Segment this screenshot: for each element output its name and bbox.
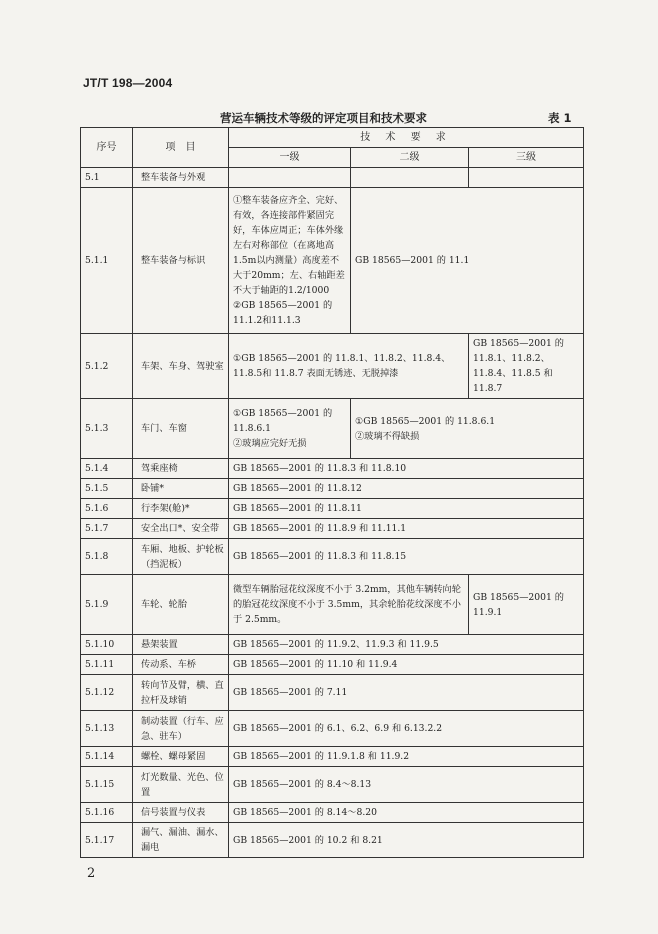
table-row	[81, 675, 584, 711]
header-grade3: 三级	[469, 148, 584, 168]
row-item: 整车装备与外观	[133, 168, 229, 188]
row-req: GB 18565—2001 的 11.9.1.8 和 11.9.2	[229, 747, 584, 767]
row-item: 车厢、地板、护轮板（挡泥板）	[133, 539, 229, 575]
row-req: GB 18565—2001 的 6.1、6.2、6.9 和 6.13.2.2	[229, 711, 584, 747]
table-row	[81, 711, 584, 747]
row-seq: 5.1.17	[81, 823, 133, 858]
row-item: 螺栓、螺母紧固	[133, 747, 229, 767]
row-item: 制动装置（行车、应急、驻车）	[133, 711, 229, 747]
table-row	[81, 655, 584, 675]
header-seq: 序号	[81, 128, 133, 168]
row-seq: 5.1.11	[81, 655, 133, 675]
row-seq: 5.1.16	[81, 803, 133, 823]
row-seq: 5.1	[81, 168, 133, 188]
header-tech: 技 术 要 求	[229, 128, 584, 148]
row-req: GB 18565—2001 的 7.11	[229, 675, 584, 711]
row-req: GB 18565—2001 的 11.8.3 和 11.8.15	[229, 539, 584, 575]
row-seq: 5.1.4	[81, 459, 133, 479]
row-seq: 5.1.1	[81, 188, 133, 334]
row-req: GB 18565—2001 的 11.8.11	[229, 499, 584, 519]
row-item: 灯光数量、光色、位置	[133, 767, 229, 803]
table-row	[81, 334, 584, 399]
row-item: 整车装备与标识	[133, 188, 229, 334]
page-number: 2	[87, 866, 96, 881]
row-seq: 5.1.12	[81, 675, 133, 711]
table-row	[81, 803, 584, 823]
table-row	[81, 499, 584, 519]
row-item: 行李架(舱)*	[133, 499, 229, 519]
row-seq: 5.1.13	[81, 711, 133, 747]
requirements-table	[80, 127, 584, 858]
row-grade3: GB 18565—2001 的11.8.1、11.8.2、11.8.4、11.8.5 和11.8.7	[469, 334, 584, 399]
row-req: GB 18565—2001 的 11.10 和 11.9.4	[229, 655, 584, 675]
req-text: ②GB 18565—2001 的11.1.2和11.1.3	[233, 300, 333, 326]
row-item: 车架、车身、驾驶室	[133, 334, 229, 399]
row-item: 驾乘座椅	[133, 459, 229, 479]
table-header-row	[81, 128, 584, 148]
table-row	[81, 823, 584, 858]
standard-code: JT/T 198—2004	[83, 76, 173, 90]
row-req: GB 18565—2001 的 11.9.2、11.9.3 和 11.9.5	[229, 635, 584, 655]
row-item: 转向节及臂，横、直拉杆及球销	[133, 675, 229, 711]
row-grade23	[351, 399, 584, 459]
req-text: ①GB 18565—2001 的 11.8.6.1	[355, 415, 496, 427]
row-item: 悬架装置	[133, 635, 229, 655]
req-text: ①GB 18565—2001 的11.8.6.1	[233, 408, 333, 434]
header-grade2: 二级	[351, 148, 469, 168]
row-grade1	[229, 399, 351, 459]
row-seq: 5.1.15	[81, 767, 133, 803]
row-item: 车轮、轮胎	[133, 575, 229, 635]
header-item: 项 目	[133, 128, 229, 168]
table-row	[81, 188, 584, 334]
row-grade12: ①GB 18565—2001 的 11.8.1、11.8.2、11.8.4、11.8.5和 11.8.7 表面无锈迹、无脱掉漆	[229, 334, 469, 399]
table-row	[81, 575, 584, 635]
header-grade1: 一级	[229, 148, 351, 168]
table-title: 营运车辆技术等级的评定项目和技术要求	[220, 111, 427, 125]
row-seq: 5.1.14	[81, 747, 133, 767]
row-seq: 5.1.5	[81, 479, 133, 499]
row-req: GB 18565—2001 的 8.14～8.20	[229, 803, 584, 823]
table-row	[81, 539, 584, 575]
row-item: 漏气、漏油、漏水、漏电	[133, 823, 229, 858]
row-req: GB 18565—2001 的 11.8.9 和 11.11.1	[229, 519, 584, 539]
table-row	[81, 479, 584, 499]
row-seq: 5.1.6	[81, 499, 133, 519]
req-text: ②玻璃应完好无损	[233, 438, 307, 449]
row-empty-1	[229, 168, 351, 188]
row-item: 卧铺*	[133, 479, 229, 499]
row-seq: 5.1.2	[81, 334, 133, 399]
table-row	[81, 459, 584, 479]
row-empty-2	[351, 168, 469, 188]
row-seq: 5.1.3	[81, 399, 133, 459]
row-req: GB 18565—2001 的 8.4～8.13	[229, 767, 584, 803]
row-req: GB 18565—2001 的 10.2 和 8.21	[229, 823, 584, 858]
row-grade1	[229, 188, 351, 334]
row-item: 安全出口*、安全带	[133, 519, 229, 539]
row-grade23: GB 18565—2001 的 11.1	[351, 188, 584, 334]
row-empty-3	[469, 168, 584, 188]
row-req: GB 18565—2001 的 11.8.12	[229, 479, 584, 499]
row-seq: 5.1.10	[81, 635, 133, 655]
row-seq: 5.1.7	[81, 519, 133, 539]
row-item: 车门、车窗	[133, 399, 229, 459]
row-item: 信号装置与仪表	[133, 803, 229, 823]
row-req: GB 18565—2001 的 11.8.3 和 11.8.10	[229, 459, 584, 479]
table-row	[81, 519, 584, 539]
row-grade3: GB 18565—2001 的11.9.1	[469, 575, 584, 635]
table-row	[81, 747, 584, 767]
row-item: 传动系、车桥	[133, 655, 229, 675]
table-row	[81, 767, 584, 803]
table-number: 表 1	[548, 111, 572, 125]
table-row	[81, 168, 584, 188]
row-grade12: 微型车辆胎冠花纹深度不小于 3.2mm，其他车辆转向轮的胎冠花纹深度不小于 3.5mm，其余轮胎花纹深度不小于 2.5mm。	[229, 575, 469, 635]
table-row	[81, 399, 584, 459]
row-seq: 5.1.9	[81, 575, 133, 635]
req-text: ②玻璃不得缺损	[355, 430, 420, 442]
req-text: ①整车装备应齐全、完好、有效，各连接部件紧固完好，车体应周正；车体外缘左右对称部位（在离地高1.5m以内测量）高度差不大于20mm；左、右轴距差不大于轴距的1.2/1000	[233, 195, 345, 296]
table-row	[81, 635, 584, 655]
row-seq: 5.1.8	[81, 539, 133, 575]
